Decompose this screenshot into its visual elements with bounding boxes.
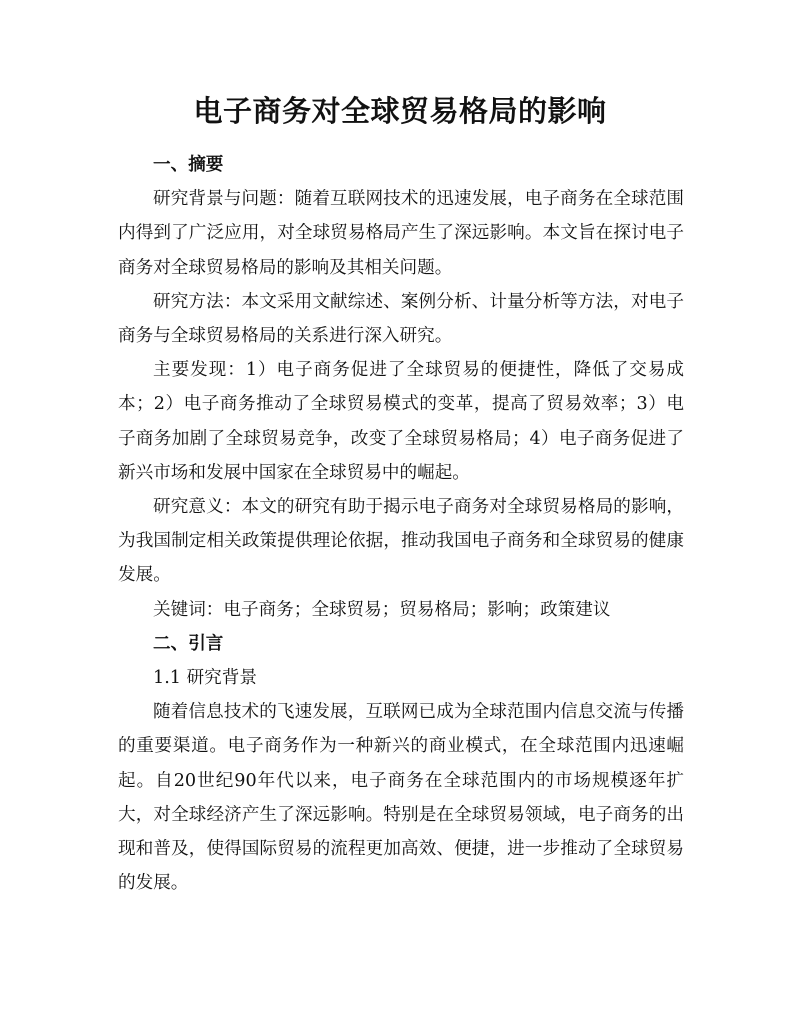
abstract-methods-paragraph: 研究方法：本文采用文献综述、案例分析、计量分析等方法，对电子商务与全球贸易格局的关系进行深入研究。 [118, 291, 684, 347]
abstract-findings-paragraph: 主要发现：1）电子商务促进了全球贸易的便捷性，降低了交易成本；2）电子商务推动了全球贸易模式的变革，提高了贸易效率；3）电子商务加剧了全球贸易竞争，改变了全球贸易格局；4）电子商务促进了新兴市场和发展中国家在全球贸易中的崛起。 [118, 360, 684, 483]
keywords-line: 关键词：电子商务；全球贸易；贸易格局；影响；政策建议 [153, 599, 611, 620]
document-title: 电子商务对全球贸易格局的影响 [193, 94, 607, 128]
abstract-significance-paragraph: 研究意义：本文的研究有助于揭示电子商务对全球贸易格局的影响，为我国制定相关政策提供理论依据，推动我国电子商务和全球贸易的健康发展。 [118, 497, 684, 586]
abstract-heading: 一、摘要 [153, 155, 224, 175]
introduction-heading: 二、引言 [153, 633, 224, 654]
subsection-heading: 1.1 研究背景 [153, 668, 257, 689]
document-body [118, 148, 684, 900]
abstract-background-paragraph: 研究背景与问题：随着互联网技术的迅速发展，电子商务在全球范围内得到了广泛应用，对全球贸易格局产生了深远影响。本文旨在探讨电子商务对全球贸易格局的影响及其相关问题。 [118, 189, 684, 278]
introduction-paragraph: 随着信息技术的飞速发展，互联网已成为全球范围内信息交流与传播的重要渠道。电子商务作为一种新兴的商业模式，在全球范围内迅速崛起。自20世纪90年代以来，电子商务在全球范围内的市场规模逐年扩大，对全球经济产生了深远影响。特别是在全球贸易领域，电子商务的出现和普及，使得国际贸易的流程更加高效、便捷，进一步推动了全球贸易的发展。 [118, 702, 684, 894]
